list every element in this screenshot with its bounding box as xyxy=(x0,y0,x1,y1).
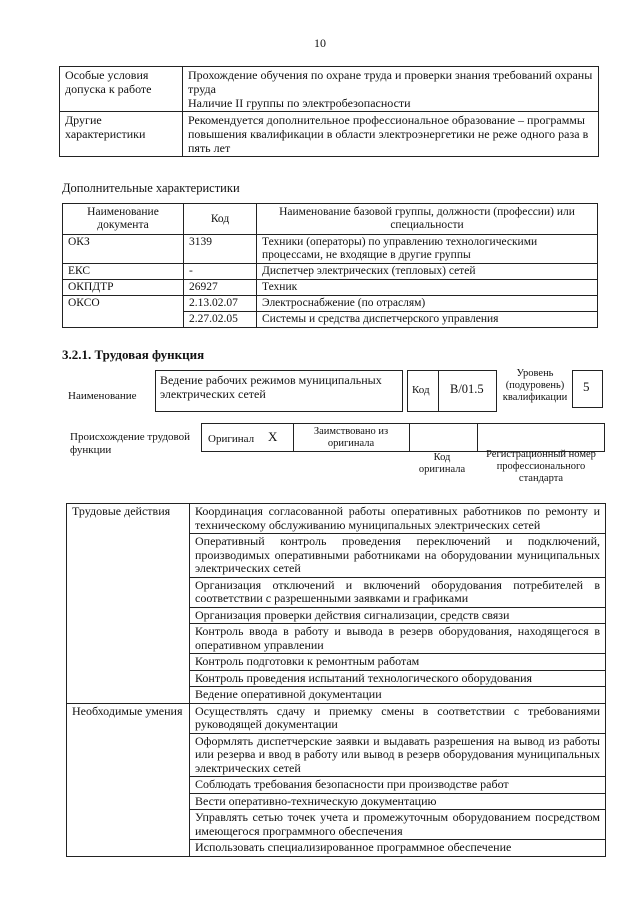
duty-item: Контроль проведения испытаний технологического оборудования xyxy=(190,670,606,687)
table-row xyxy=(67,504,606,534)
conditions-table xyxy=(59,66,599,157)
duty-item: Координация согласованной работы оперативных работников по ремонту и техническому обслуживанию муниципальных электрических сетей xyxy=(190,504,606,534)
code-label: Код xyxy=(412,384,430,396)
doc-cell: ОКЗ xyxy=(63,235,184,264)
code-value: B/01.5 xyxy=(450,382,484,396)
table-row xyxy=(67,703,606,733)
level-label: Уровень (подуровень) квалификации xyxy=(502,368,568,403)
function-name: Ведение рабочих режимов муниципальных электрических сетей xyxy=(160,373,382,401)
original-label: Оригинал xyxy=(208,433,255,445)
column-header: Наименование документа xyxy=(63,204,184,235)
condition-label: Другие характеристики xyxy=(60,112,183,157)
orig-code-label: Код оригинала xyxy=(418,452,466,475)
function-name-box xyxy=(155,370,403,412)
duty-item: Контроль подготовки к ремонтным работам xyxy=(190,654,606,671)
reg-number-label: Регистрационный номер профессионального стандарта xyxy=(486,449,596,484)
code-cell: 26927 xyxy=(184,280,257,296)
table-row xyxy=(63,264,598,280)
additional-table xyxy=(62,203,598,328)
column-header: Наименование базовой группы, должности (профессии) или специальности xyxy=(257,204,598,235)
name-cell: Системы и средства диспетчерского управления xyxy=(257,312,598,328)
name-cell: Диспетчер электрических (тепловых) сетей xyxy=(257,264,598,280)
name-cell: Техники (операторы) по управлению технологическими процессами, не входящие в другие группы xyxy=(257,235,598,264)
original-mark: X xyxy=(268,429,278,444)
additional-title: Дополнительные характеристики xyxy=(62,181,240,195)
table-row xyxy=(63,280,598,296)
code-cell: 3139 xyxy=(184,235,257,264)
table-header-row xyxy=(63,204,598,235)
name-label: Наименование xyxy=(68,390,137,402)
doc-cell: ОКСО xyxy=(63,296,184,328)
duty-item: Ведение оперативной документации xyxy=(190,687,606,704)
code-cell: 2.27.02.05 xyxy=(184,312,257,328)
condition-value: Рекомендуется дополнительное профессиональное образование – программы повышения квалификации в области электроэнергетики не реже одного раза в пять лет xyxy=(183,112,599,157)
borrowed-label: Заимствовано из оригинала xyxy=(313,426,389,449)
skill-item: Вести оперативно-техническую документацию xyxy=(190,793,606,810)
name-cell: Техник xyxy=(257,280,598,296)
section-title: 3.2.1. Трудовая функция xyxy=(62,347,205,362)
code-label-box xyxy=(407,370,439,412)
table-row xyxy=(63,235,598,264)
duty-item: Контроль ввода в работу и вывода в резерв оборудования, находящегося в оперативном управлении xyxy=(190,624,606,654)
doc-cell: ЕКС xyxy=(63,264,184,280)
skill-item: Соблюдать требования безопасности при производстве работ xyxy=(190,777,606,794)
level-value-box xyxy=(572,370,603,408)
category-cell: Трудовые действия xyxy=(67,504,190,704)
skill-item: Использовать специализированное программное обеспечение xyxy=(190,840,606,857)
original-box xyxy=(201,423,294,452)
table-row xyxy=(60,67,599,112)
name-cell: Электроснабжение (по отраслям) xyxy=(257,296,598,312)
table-row xyxy=(60,112,599,157)
category-cell: Необходимые умения xyxy=(67,703,190,856)
duty-item: Оперативный контроль проведения переключений и подключений, производимых оперативными работниками на оборудовании муниципальных электрических сетей xyxy=(190,534,606,578)
duty-item: Организация проверки действия сигнализации, средств связи xyxy=(190,607,606,624)
condition-label: Особые условия допуска к работе xyxy=(60,67,183,112)
code-cell: - xyxy=(184,264,257,280)
condition-value xyxy=(183,67,599,112)
doc-cell: ОКПДТР xyxy=(63,280,184,296)
borrowed-box xyxy=(293,423,410,452)
page-number: 10 xyxy=(314,36,326,50)
condition-line: Прохождение обучения по охране труда и проверки знания требований охраны труда xyxy=(188,68,593,96)
orig-code-box xyxy=(409,423,478,452)
column-header: Код xyxy=(184,204,257,235)
skill-item: Оформлять диспетчерские заявки и выдавать разрешения на вывод из работы или резерва и ввод в работу или вывод в резерв оборудования муниципальных электрических сетей xyxy=(190,733,606,777)
level-value: 5 xyxy=(583,379,590,394)
skill-item: Управлять сетью точек учета и промежуточным оборудованием посредством имеющегося программного обеспечения xyxy=(190,810,606,840)
reg-number-box xyxy=(477,423,605,452)
origin-label: Происхождение трудовой функции xyxy=(70,431,191,456)
duties-table xyxy=(66,503,606,857)
table-row xyxy=(63,296,598,312)
code-value-box xyxy=(438,370,497,412)
skill-item: Осуществлять сдачу и приемку смены в соответствии с требованиями руководящей документации xyxy=(190,703,606,733)
condition-line: Наличие II группы по электробезопасности xyxy=(188,96,411,110)
duty-item: Организация отключений и включений оборудования потребителей в соответствии с разрешенными заявками и графиками xyxy=(190,577,606,607)
code-cell: 2.13.02.07 xyxy=(184,296,257,312)
